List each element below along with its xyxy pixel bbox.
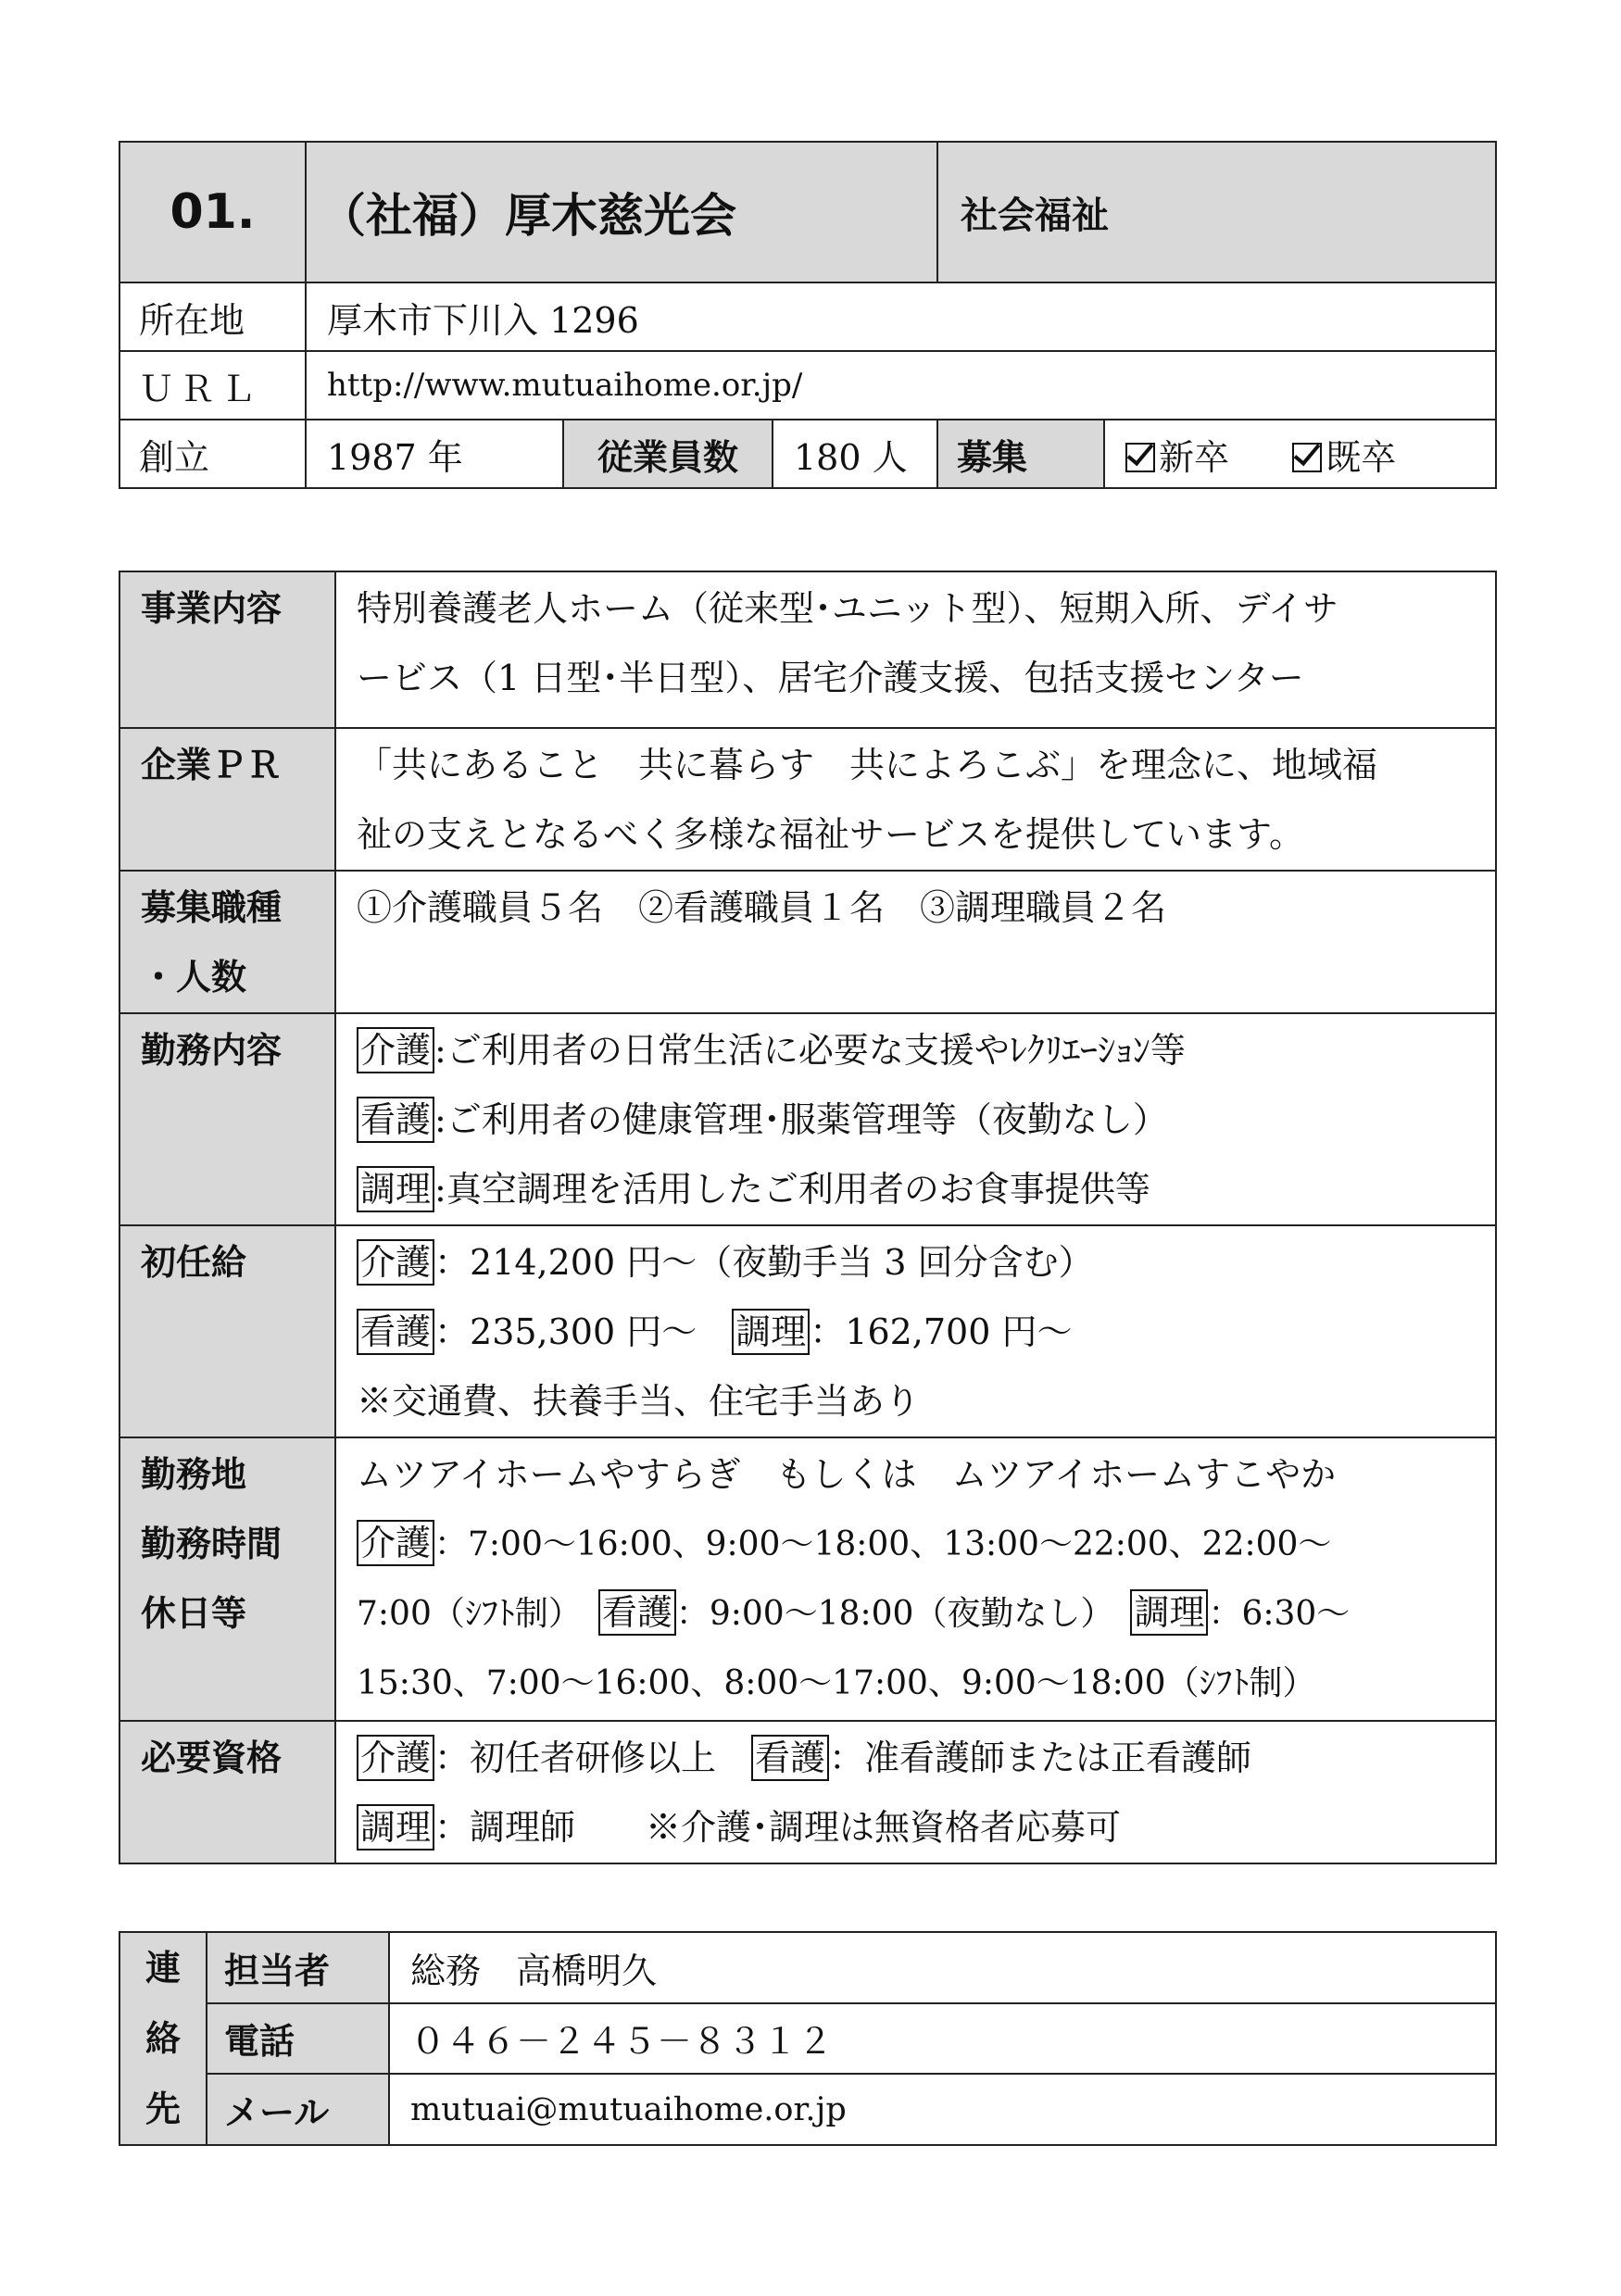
company-name-cell <box>306 142 937 282</box>
url-label-text: ＵＲＬ <box>139 368 262 409</box>
employees-value-text: 180 人 <box>794 436 908 478</box>
industry: 社会福祉 <box>961 194 1110 237</box>
nurse-tag: 看護 <box>357 1309 434 1355</box>
email-value[interactable] <box>389 2074 1496 2145</box>
url-value[interactable] <box>306 351 1496 420</box>
qual-care-text: ：初任者研修以上 <box>434 1738 752 1778</box>
nurse-tag: 看護 <box>751 1735 829 1781</box>
person-label-text: 担当者 <box>224 1950 331 1991</box>
salary-nurse-text: ：235,300 円～ <box>434 1311 733 1352</box>
workplace-care-line <box>357 1510 1486 1579</box>
cook-tag: 調理 <box>357 1166 434 1212</box>
workplace-label <box>119 1437 335 1721</box>
new-grad-checkbox[interactable] <box>1125 443 1155 472</box>
qualification-label <box>119 1721 335 1863</box>
duty-nurse-line <box>357 1085 1486 1155</box>
url-link[interactable]: http://www.mutuaihome.or.jp/ <box>327 367 803 404</box>
recruit-label-text: 募集 <box>957 436 1028 478</box>
phone-value[interactable] <box>389 2003 1496 2075</box>
entry-number-text: 01. <box>170 184 256 240</box>
workplace-line-4: 15:30、7:00～16:00、8:00～17:00、9:00～18:00（ｼﾌﾄ制） <box>357 1664 1316 1702</box>
person-label <box>207 1932 389 2003</box>
salary-label-text: 初任給 <box>141 1242 247 1283</box>
industry-cell <box>937 142 1496 282</box>
phone-value-text[interactable]: ０４６－２４５－８３１２ <box>410 2021 834 2063</box>
contact-side-2: 絡 <box>145 2018 181 2059</box>
business-value <box>335 571 1496 728</box>
business-line-1: 特別養護老人ホーム（従来型･ユニット型）、短期入所、デイサ <box>357 588 1338 629</box>
experienced-label: 既卒 <box>1326 436 1397 478</box>
salary-care-line <box>357 1228 1486 1298</box>
pr-label-text: 企業ＰＲ <box>141 745 283 785</box>
location-value-text: 厚木市下川入 1296 <box>327 299 639 341</box>
contact-side-3: 先 <box>145 2089 181 2129</box>
location-label-text: 所在地 <box>139 299 245 341</box>
jobs-label-line-2: ・人数 <box>141 957 247 997</box>
company-name: （社福）厚木慈光会 <box>320 189 736 243</box>
founded-label <box>119 420 306 488</box>
workplace-line-3 <box>357 1579 1486 1649</box>
workplace-label-line-3: 休日等 <box>141 1593 247 1634</box>
duty-cook-line <box>357 1155 1486 1224</box>
business-label-text: 事業内容 <box>141 588 283 629</box>
qual-cook-text: ：調理師 ※介護･調理は無資格者応募可 <box>434 1807 1122 1848</box>
cook-tag: 調理 <box>1130 1589 1208 1636</box>
pr-line-2: 祉の支えとなるべく多様な福祉サービスを提供しています。 <box>357 814 1304 855</box>
salary-nurse-cook-line <box>357 1298 1486 1367</box>
pr-line-1: 「共にあること 共に暮らす 共によろこぶ」を理念に、地域福 <box>357 745 1378 785</box>
employees-label <box>563 420 773 488</box>
nurse-tag: 看護 <box>598 1589 676 1636</box>
wp-cook-text: ：6:30～ <box>1208 1595 1351 1633</box>
duties-label-text: 勤務内容 <box>141 1030 283 1071</box>
cook-tag: 調理 <box>357 1804 434 1851</box>
salary-label <box>119 1225 335 1437</box>
business-label <box>119 571 335 728</box>
salary-value <box>335 1225 1496 1437</box>
salary-care-text: ：214,200 円～（夜勤手当 3 回分含む） <box>434 1242 1094 1283</box>
duty-care-text: :ご利用者の日常生活に必要な支援やﾚｸﾘｴｰｼｮﾝ等 <box>434 1030 1186 1071</box>
qual-nurse-text: ：准看護師または正看護師 <box>829 1738 1252 1778</box>
pr-value <box>335 728 1496 871</box>
qual-line-2 <box>357 1793 1486 1863</box>
employees-label-text: 従業員数 <box>597 436 738 478</box>
qualification-label-text: 必要資格 <box>141 1738 283 1778</box>
phone-label <box>207 2003 389 2075</box>
entry-number <box>119 142 306 282</box>
jobs-label-line-1: 募集職種 <box>141 887 283 928</box>
founded-value-text: 1987 年 <box>327 436 463 478</box>
cook-tag: 調理 <box>732 1309 810 1355</box>
recruit-label <box>937 420 1104 488</box>
qualification-value <box>335 1721 1496 1863</box>
duties-label <box>119 1013 335 1225</box>
wp-care-text-2: 7:00（ｼﾌﾄ制） <box>357 1595 598 1633</box>
location-value <box>306 282 1496 351</box>
duties-value <box>335 1013 1496 1225</box>
contact-table <box>119 1931 1497 2146</box>
pr-label <box>119 728 335 871</box>
workplace-label-line-2: 勤務時間 <box>141 1524 283 1564</box>
jobs-value-text: ①介護職員５名 ②看護職員１名 ③調理職員２名 <box>357 887 1167 928</box>
person-value-text: 総務 高橋明久 <box>410 1950 658 1991</box>
email-label <box>207 2074 389 2145</box>
details-table <box>119 571 1497 1864</box>
phone-label-text: 電話 <box>224 2021 295 2063</box>
workplace-value <box>335 1437 1496 1721</box>
qual-line-1 <box>357 1724 1486 1793</box>
wp-nurse-text: ：9:00～18:00（夜勤なし） <box>675 1595 1131 1633</box>
url-label <box>119 351 306 420</box>
founded-value <box>306 420 563 488</box>
care-tag: 介護 <box>357 1520 434 1566</box>
care-tag: 介護 <box>357 1735 434 1781</box>
founded-label-text: 創立 <box>139 436 210 478</box>
location-label <box>119 282 306 351</box>
business-line-2: ービス（1 日型･半日型）、居宅介護支援、包括支援センター <box>357 658 1304 698</box>
duty-nurse-text: :ご利用者の健康管理･服薬管理等（夜勤なし） <box>434 1099 1168 1140</box>
email-label-text: メール <box>224 2092 330 2134</box>
salary-note: ※交通費、扶養手当、住宅手当あり <box>357 1381 921 1422</box>
company-info-table <box>119 141 1497 489</box>
new-grad-label: 新卒 <box>1159 436 1230 478</box>
wp-care-text: ：7:00～16:00、9:00～18:00、13:00～22:00、22:00～ <box>434 1525 1332 1563</box>
workplace-label-line-1: 勤務地 <box>141 1454 247 1495</box>
jobs-label <box>119 871 335 1013</box>
contact-side-1: 連 <box>145 1948 181 1989</box>
salary-cook-text: ：162,700 円～ <box>810 1311 1073 1352</box>
jobs-value <box>335 871 1496 1013</box>
duty-care-line <box>357 1016 1486 1085</box>
nurse-tag: 看護 <box>357 1097 434 1143</box>
experienced-checkbox[interactable] <box>1292 443 1322 472</box>
person-value <box>389 1932 1496 2003</box>
duty-cook-text: :真空調理を活用したご利用者のお食事提供等 <box>434 1169 1150 1210</box>
workplace-line-1: ムツアイホームやすらぎ もしくは ムツアイホームすこやか <box>357 1454 1337 1495</box>
employees-value <box>773 420 937 488</box>
care-tag: 介護 <box>357 1239 434 1286</box>
care-tag: 介護 <box>357 1027 434 1073</box>
contact-side-label <box>119 1932 207 2145</box>
email-link[interactable]: mutuai@mutuaihome.or.jp <box>410 2090 847 2128</box>
recruit-options <box>1104 420 1496 488</box>
